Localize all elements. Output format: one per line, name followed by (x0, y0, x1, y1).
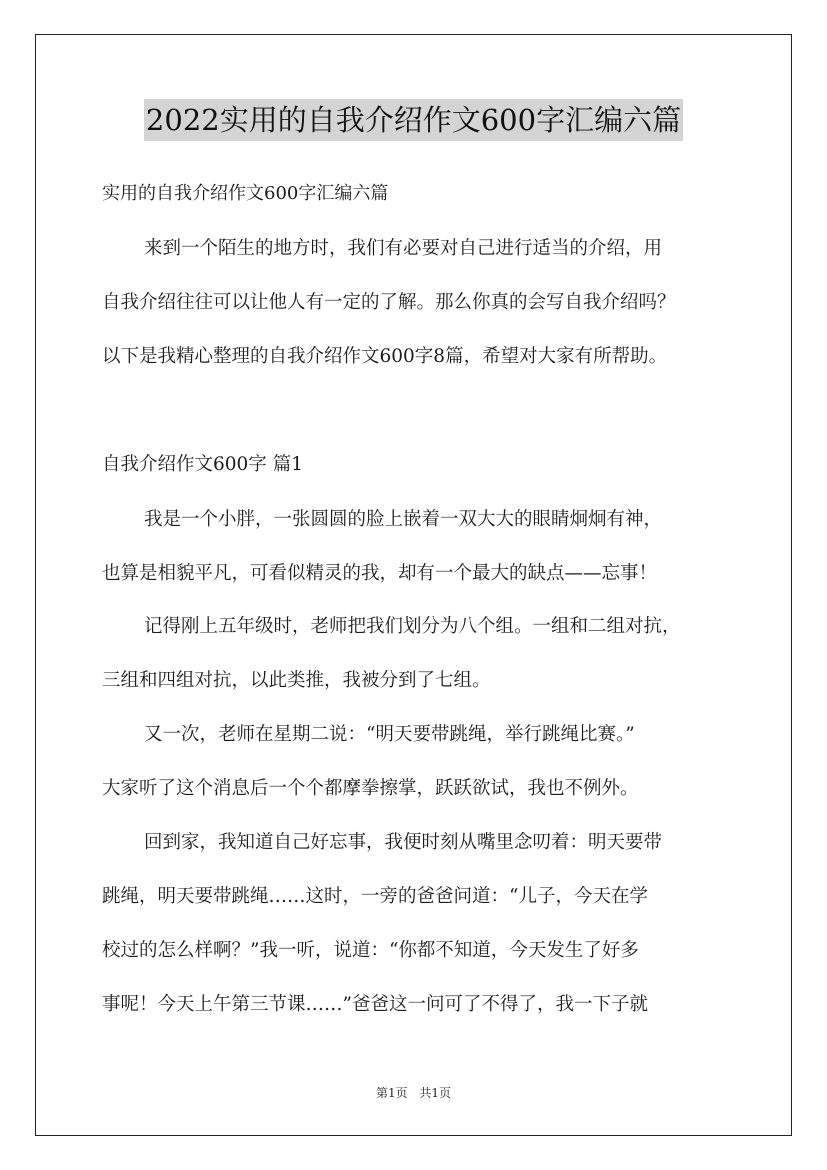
page-footer (0, 1085, 827, 1101)
body-line: 跳绳，明天要带跳绳……这时，一旁的爸爸问道：“儿子，今天在学 (102, 886, 648, 907)
title-container (0, 99, 827, 141)
body-line: 回到家，我知道自己好忘事，我便时刻从嘴里念叨着：明天要带 (144, 832, 663, 853)
body-line: 也算是相貌平凡，可看似精灵的我，却有一个最大的缺点——忘事！ (102, 563, 658, 584)
intro-line: 以下是我精心整理的自我介绍作文600字8篇，希望对大家有所帮助。 (102, 346, 668, 367)
section-heading: 自我介绍作文600字 篇1 (102, 454, 303, 475)
body-line: 记得刚上五年级时，老师把我们划分为八个组。一组和二组对抗， (144, 616, 681, 637)
document-title: 2022实用的自我介绍作文600字汇编六篇 (144, 99, 683, 141)
body-line: 校过的怎么样啊？”我一听，说道：“你都不知道，今天发生了好多 (102, 940, 639, 961)
body-line: 我是一个小胖，一张圆圆的脸上嵌着一双大大的眼睛炯炯有神， (144, 509, 663, 530)
page-number: 第1页 (375, 1086, 408, 1100)
intro-line: 自我介绍往往可以让他人有一定的了解。那么你真的会写自我介绍吗？ (102, 292, 676, 313)
intro-line: 来到一个陌生的地方时，我们有必要对自己进行适当的介绍，用 (144, 238, 663, 259)
page-total: 共1页 (419, 1086, 452, 1100)
document-subtitle: 实用的自我介绍作文600字汇编六篇 (102, 183, 389, 204)
body-line: 三组和四组对抗，以此类推，我被分到了七组。 (102, 670, 491, 691)
body-line: 事呢！今天上午第三节课……”爸爸这一问可了不得了，我一下子就 (102, 994, 648, 1015)
body-line: 大家听了这个消息后一个个都摩拳擦掌，跃跃欲试，我也不例外。 (102, 778, 639, 799)
body-line: 又一次，老师在星期二说：“明天要带跳绳，举行跳绳比赛。” (144, 724, 635, 745)
